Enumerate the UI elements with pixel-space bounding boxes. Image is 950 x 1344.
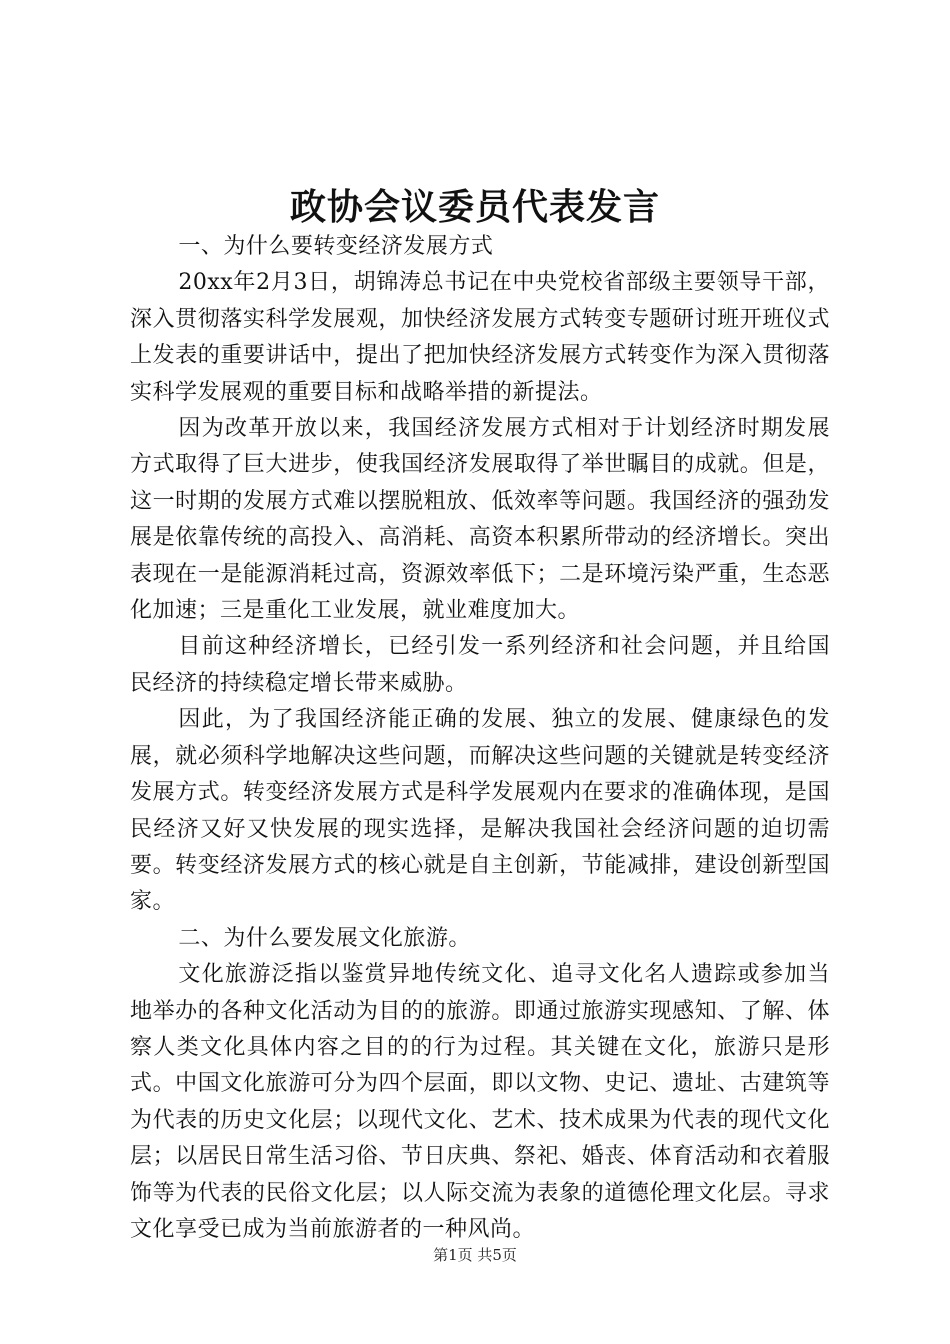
paragraph: 20xx年2月3日，胡锦涛总书记在中央党校省部级主要领导干部，深入贯彻落实科学发展观，加快经济发展方式转变专题研讨班开班仪式上发表的重要讲话中，提出了把加快经济发展方式转变作为深入贯彻落实科学发展观的重要目标和战略举措的新提法。 [130, 270, 830, 405]
paragraph: 因为改革开放以来，我国经济发展方式相对于计划经济时期发展方式取得了巨大进步，使我国经济发展取得了举世瞩目的成就。但是，这一时期的发展方式难以摆脱粗放、低效率等问题。我国经济的强劲发展是依靠传统的高投入、高消耗、高资本积累所带动的经济增长。突出表现在一是能源消耗过高，资源效率低下；二是环境污染严重，生态恶化加速；三是重化工业发展，就业难度加大。 [130, 416, 830, 624]
document-title: 政协会议委员代表发言 [289, 187, 660, 228]
document-body [130, 229, 830, 1248]
paragraph: 文化旅游泛指以鉴赏异地传统文化、追寻文化名人遗踪或参加当地举办的各种文化活动为目的的旅游。即通过旅游实现感知、了解、体察人类文化具体内容之目的的行为过程。其关键在文化，旅游只是形式。中国文化旅游可分为四个层面，即以文物、史记、遗址、古建筑等为代表的历史文化层；以现代文化、艺术、技术成果为代表的现代文化层；以居民日常生活习俗、节日庆典、祭祀、婚丧、体育活动和衣着服饰等为代表的民俗文化层；以人际交流为表象的道德伦理文化层。寻求文化享受已成为当前旅游者的一种风尚。 [130, 962, 830, 1242]
paragraph: 目前这种经济增长，已经引发一系列经济和社会问题，并且给国民经济的持续稳定增长带来威胁。 [130, 634, 830, 696]
section-heading-1: 一、为什么要转变经济发展方式 [178, 234, 494, 259]
section-heading-2: 二、为什么要发展文化旅游。 [178, 925, 471, 951]
paragraph: 因此，为了我国经济能正确的发展、独立的发展、健康绿色的发展，就必须科学地解决这些问题，而解决这些问题的关键就是转变经济发展方式。转变经济发展方式是科学发展观内在要求的准确体现，是国民经济又好又快发展的现实选择，是解决我国社会经济问题的迫切需要。转变经济发展方式的核心就是自主创新，节能减排，建设创新型国家。 [130, 707, 830, 915]
page-number-footer: 第1页 共5页 [433, 1246, 517, 1264]
